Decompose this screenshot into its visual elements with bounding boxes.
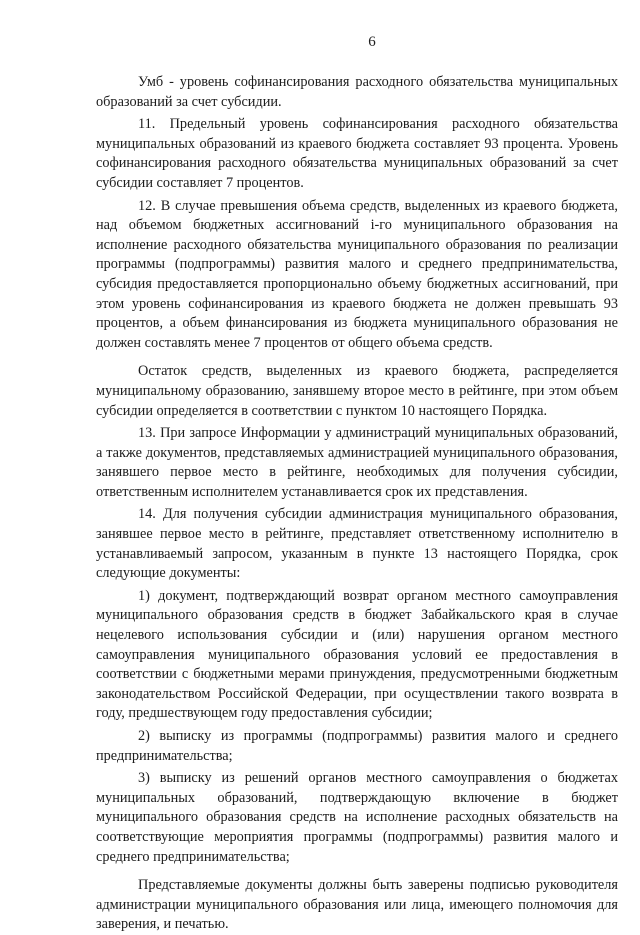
page-number: 6: [368, 34, 376, 50]
paragraph-remainder: Остаток средств, выделенных из краевого бюджета, распределяется муниципальному образованию, занявшему второе место в рейтинге, при этом объем субсидии определяется в соответствии с пунктом 10 настоящего Порядка.: [96, 363, 618, 419]
paragraph-11: 11. Предельный уровень софинансирования расходного обязательства муниципальных образований из краевого бюджета составляет 93 процента. Уровень софинансирования расходного обязательства муниципальных образований за счет субсидии составляет 7 процентов.: [96, 116, 618, 191]
paragraph-14: 14. Для получения субсидии администрация муниципального образования, занявшее первое место в рейтинге, представляет ответственному исполнителю в устанавливаемый запросом, указанным в пункте 13 настоящего Порядка, срок следующие документы:: [96, 506, 618, 582]
paragraph-13: 13. При запросе Информации у администраций муниципальных образований, а также документов, представляемых администрацией муниципального образования, занявшего первое место в рейтинге, необходимых для получения субсидии, ответственным исполнителем устанавливается срок их представления.: [96, 425, 618, 500]
paragraph-umb-definition: Умб - уровень софинансирования расходного обязательства муниципальных образований за счет субсидии.: [96, 74, 618, 110]
list-item-2: 2) выписку из программы (подпрограммы) развития малого и среднего предпринимательства;: [96, 728, 618, 764]
list-item-1: 1) документ, подтверждающий возврат органом местного самоуправления муниципального образования средств в бюджет Забайкальского края в случае нецелевого использования субсидии и (или) нарушения органом местного самоуправления муниципального образования условий ее предоставления в соответствии с бюджетными мерами принуждения, предусмотренными бюджетным законодательством Российской Федерации, при осуществлении такого возврата в году, предшествующем году предоставления субсидии;: [96, 587, 618, 722]
paragraph-certification: Представляемые документы должны быть заверены подписью руководителя администрации муниципального образования или лица, имеющего полномочия для заверения, и печатью.: [96, 877, 618, 933]
paragraph-12: 12. В случае превышения объема средств, выделенных из краевого бюджета, над объемом бюджетных ассигнований i-го муниципального образования на исполнение расходного обязательства муниципального образования по реализации программы (подпрограммы) развития малого и среднего предпринимательства, субсидия предоставляется пропорционально объему бюджетных ассигнований, при этом уровень софинансирования из краевого бюджета не должен превышать 93 процентов, а объем финансирования из бюджета муниципального образования не должен составлять менее 7 процентов от общего объема средств.: [96, 197, 618, 351]
list-item-3: 3) выписку из решений органов местного самоуправления о бюджетах муниципальных образований, подтверждающую включение в бюджет муниципального образования средств на исполнение расходных обязательств на соответствующие мероприятия программы (подпрограммы) развития малого и среднего предпринимательства;: [96, 770, 618, 865]
